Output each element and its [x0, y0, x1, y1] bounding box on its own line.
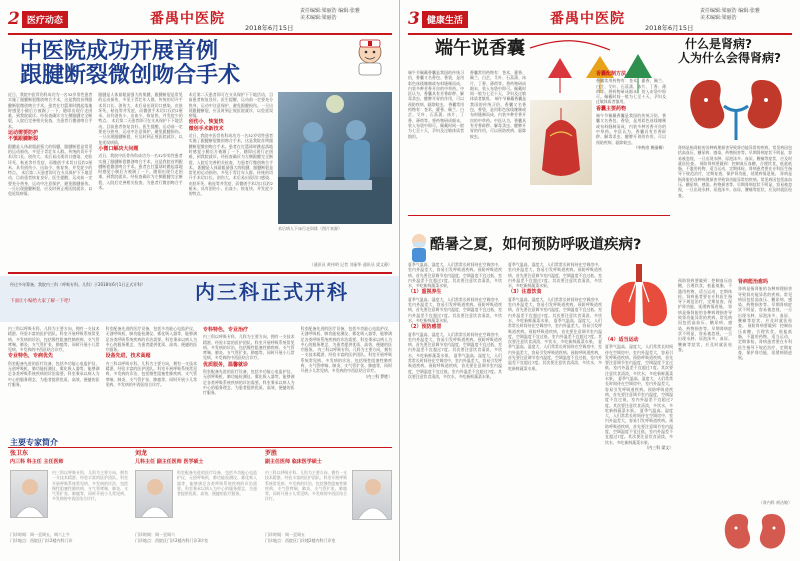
section-tag [8, 10, 68, 28]
sachet-paragraph: 香囊常用药物有：苍术、藿香、佩兰、白芷、艾叶、石菖蒲、冰片、丁香、薄荷等。将药物研成细末，装入布袋中即可。佩戴时间一般为七至十天，孕妇及过敏体质者慎用。 [408, 101, 464, 139]
editor-info: 责任编辑:梁丽浩 编辑:张雅 美术编辑:梁丽浩 [700, 8, 760, 21]
resp-paragraph: 夏季气温高、湿度大，人们常常长时间待在空调房中，室内外温差大，容易引发呼吸道疾病。预防呼吸道疾病，首先要注意调节室内温度，空调温度不宜过低，室内外温差不宜超过7度。其次要注意饮食清淡，多饮水，多吃新鲜蔬菜水果。 [605, 344, 673, 382]
expert-1-title: 内三科 科主任 主任医师 [10, 459, 64, 465]
resp-headline: 酷暑之夏，如何预防呼吸道疾病? [430, 237, 642, 253]
subhead-sports: 运动需要防护 [8, 130, 39, 137]
dept-col-3 [203, 326, 295, 436]
resp-columns-right [605, 336, 673, 552]
dept-col-2 [106, 326, 198, 436]
kidney-cartoon-icon [720, 508, 790, 556]
expert-3-name: 罗胜 [265, 450, 278, 457]
band-intro: 经过多年筹备，我院内三科（呼吸专科、儿科）于2018年6月1日正式开科! [10, 282, 143, 287]
sachet-credit: （中药房 黄丽梅） [633, 144, 666, 150]
kidney-col-top [678, 145, 792, 275]
expert-2-name: 刘龙 [135, 450, 148, 457]
section-name: 健康生活 [422, 11, 468, 28]
page-3 [400, 0, 800, 561]
section-divider [8, 272, 392, 274]
expert-1-bio: 内三科以呼吸专科、儿科为主要方向，拥有一支技术精湛、经验丰富的医护团队。科室开展呼吸系统常见病、多发病的诊治，包括慢性阻塞性肺疾病、支气管哮喘、肺炎、支气管扩张、肺癌等，同时开展小儿常见病、多发病的中西医结合诊疗。 [52, 470, 128, 502]
dept-col-1 [8, 326, 100, 436]
header-rule [408, 33, 792, 35]
article-col-1 [8, 92, 92, 262]
kidney-col-2 [738, 278, 792, 498]
child-with-mask-icon [408, 232, 430, 262]
department-columns [8, 326, 392, 436]
subhead-rupture: 不慎跟腱断裂 [8, 136, 39, 143]
resp-divider [408, 215, 670, 216]
kidney-paragraph: 肾病是指肾脏的各种病理损害导致肾功能异常的疾病。常见病因包括高血压、糖尿病、感染、药物损害等。早期肾病症状不明显，容易被忽视，一旦出现水肿、尿泡沫多、血尿、腰痛等症状，应及时就医检查。 [738, 286, 792, 329]
article-paragraph: 术后第二天患者即可在支具保护下下地活动，目前患者恢复良好。医生提醒，运动前一定要充分热身，运动中注意保护，避免跟腱损伤。一旦出现跟腱断裂，应及时到正规医院就诊，以免延误病情。 [188, 92, 273, 119]
subhead-small-incision: 小微口解决大问题 [98, 145, 139, 152]
expert-1-clinic-time: 门诊时间：周一至周五，周六上午 [10, 532, 70, 537]
header-rule [8, 33, 392, 35]
sachet-columns-left [408, 70, 526, 210]
doctor-portrait-icon [11, 471, 48, 518]
section-number: 3 [408, 9, 420, 29]
section-number: 2 [8, 9, 20, 29]
dept-author: （内三科 罗胜） [363, 373, 392, 379]
subhead-sachet-herbs: 香囊主要药物 [596, 105, 627, 112]
subhead-resp-1: （1）重视养生 [408, 289, 442, 296]
kidney-columns-top [678, 145, 792, 275]
section-name: 医疗动态 [22, 11, 68, 28]
expert-2-title: 儿科主任 副主任医师 医学硕士 [135, 459, 204, 465]
sachet-pouch-icon [530, 100, 592, 185]
article-credit: （通讯员 黄伟明 记者 刘丽华 通讯员 梁文静） [309, 262, 392, 267]
article-col-3 [189, 92, 273, 262]
article-columns [8, 92, 273, 262]
resp-paragraph: 夏季气温高、湿度大，人们常常长时间待在空调房中，室内外温差大，容易引发呼吸道疾病。预防呼吸道疾病，首先要注意调节室内温度，空调温度不宜过低，室内外温差不宜超过7度。其次要注意饮食清淡，多饮水，多吃新鲜蔬菜水果。 [508, 296, 602, 323]
sachet-paragraph: 香囊常用药物有：苍术、藿香、佩兰、白芷、艾叶、石菖蒲、冰片、丁香、薄荷等。将药物研成细末，装入布袋中即可。佩戴时间一般为七至十天，孕妇及过敏体质者慎用。 [470, 70, 526, 102]
dept-paragraph: 内三科以呼吸专科、儿科为主要方向，拥有一支技术精湛、经验丰富的医护团队。科室开展呼吸系统常见病、多发病的诊治，包括慢性阻塞性肺疾病、支气管哮喘、肺炎、支气管扩张、肺癌等，同时开展小儿常见病、多发病的中西医结合诊疗。 [203, 334, 295, 361]
surgery-photo [278, 92, 392, 224]
article-paragraph: 术后第二天患者即可在支具保护下下地活动，目前患者恢复良好。医生提醒，运动前一定要充分热身，运动中注意保护，避免跟腱损伤。一旦出现跟腱断裂，应及时到正规医院就诊，以免延误病情。 [8, 170, 93, 197]
kidney-credit: （肾内科 黄洁敏） [758, 500, 792, 505]
resp-paragraph: 夏季气温高、湿度大，人们常常长时间待在空调房中，室内外温差大，容易引发呼吸道疾病。预防呼吸道疾病，首先要注意调节室内温度，空调温度不宜过低，室内外温差不宜超过7度。其次要注意饮食清淡，多饮水，多吃新鲜蔬菜水果。 [508, 262, 602, 289]
kidney-illustration-icon [680, 72, 792, 142]
resp-columns [408, 262, 602, 552]
experts-title: 主要专家简介 [10, 438, 58, 447]
band-sub: 下面让小编给大家了解一下吧! [10, 299, 71, 304]
resp-paragraph: 夏季气温高、湿度大，人们常常长时间待在空调房中，室内外温差大，容易引发呼吸道疾病。预防呼吸道疾病，首先要注意调节室内温度，空调温度不宜过低，室内外温差不宜超过7度。其次要注意饮食清淡，多饮水，多吃新鲜蔬菜水果。 [408, 262, 502, 289]
dept-paragraph: 科室配备先进的医疗设备，包括多功能心电监护仪、无创呼吸机、肺功能检测仪、雾化吸入器等，能够满足各类呼吸系统疾病的诊治需要。科室秉承以病人为中心的服务理念，为患者提供优质、高效、便捷的医疗服务。 [300, 326, 392, 353]
expert-1-photo [10, 470, 48, 518]
resp-paragraph: 夏季气温高、湿度大，人们常常长时间待在空调房中，室内外温差大，容易引发呼吸道疾病。预防呼吸道疾病，首先要注意调节室内温度，空调温度不宜过低，室内外温差不宜超过7度。其次要注意饮食清淡，多饮水，多吃新鲜蔬菜水果。 [408, 352, 502, 379]
headline-line-1: 中医院成功开展首例 [20, 39, 219, 64]
article-paragraph: 跟腱是人体最粗最强大的肌腱，跟腱断裂是常见的运动损伤，多见于青壮年人群。传统的切开手术切口长、创伤大、术后易出现切口感染、皮肤坏死、粘连等并发症，而微创手术切口仅约2厘米，具有创伤小、出血少、恢复快、并发症少的特点。 [8, 143, 93, 176]
resp-paragraph: 夏季气温高、湿度大，人们常常长时间待在空调房中，室内外温差大，容易引发呼吸道疾病。预防呼吸道疾病，首先要注意调节室内温度，空调温度不宜过低，室内外温差不宜超过7度。其次要注意饮食清淡，多饮水，多吃新鲜蔬菜水果。 [605, 407, 673, 445]
expert-3-title: 副主任医师 临床医学硕士 [265, 459, 322, 465]
subhead-sachet-recipe: 香囊配制方法 [596, 71, 627, 77]
section-tag [408, 10, 468, 28]
sachet-paragraph: 端午节佩戴香囊是我国的传统习俗，香囊又名香包、香袋，是用彩色丝线缠制或布料缝制而成，内装多种芳香开窍的中草药。中医认为，香囊具有芳香辟秽、解毒杀虫、醒脾开胃的作用，可以预防疾病、驱除蚊虫。 [408, 70, 464, 107]
page-header [400, 0, 800, 34]
article-paragraph: 术后第二天患者即可在支具保护下下地活动，目前患者恢复良好。医生提醒，运动前一定要充分热身，运动中注意保护，避免跟腱损伤。一旦出现跟腱断裂，应及时到正规医院就诊，以免延误病情。 [98, 118, 183, 145]
subhead-equipment: 设备先进，技术高超 [105, 353, 151, 360]
editor-info: 责任编辑:梁丽浩 编辑:张雅 美术编辑:梁丽浩 [300, 8, 360, 21]
expert-3-photo [352, 470, 392, 520]
experts-divider [8, 447, 392, 448]
resp-paragraph: 夏季气温高、湿度大，人们常常长时间待在空调房中，室内外温差大，容易引发呼吸道疾病。预防呼吸道疾病，首先要注意调节室内温度，空调温度不宜过低，室内外温差不宜超过7度。其次要注意饮食清淡，多饮水，多吃新鲜蔬菜水果。 [605, 376, 673, 413]
subhead-specialty: 专业特色，专病优先 [8, 353, 54, 360]
kidney-paragraph: 肾病是指肾脏的各种病理损害导致肾功能异常的疾病。常见病因包括高血压、糖尿病、感染、药物损害等。早期肾病症状不明显，容易被忽视，一旦出现水肿、尿泡沫多、血尿、腰痛等症状，应及时就医检查。 [678, 304, 732, 352]
subhead-service: 优质服务，温馨就诊 [203, 361, 249, 368]
dept-col-4 [301, 326, 393, 436]
headline-line-2: 跟腱断裂微创吻合手术 [20, 63, 241, 88]
article-paragraph: 近日，我院中医骨伤科成功为一名32岁男性患者实施了跟腱断裂微创吻合手术，这是我院首例跟腱断裂微创吻合手术。患者在打篮球时跳起落地时感觉小腿后方被踢了一下，随即出现行走困难，到我院就诊。经检查确诊为左侧跟腱完全断裂，入院后完善相关检查，为患者行微创吻合手术。 [8, 92, 93, 129]
subhead-recovery: 创伤小，恢复快 [188, 119, 224, 126]
sachet-col-2 [470, 70, 526, 210]
expert-1-name: 张卫东 [10, 450, 29, 457]
subhead-kidney: 肾病能治愈吗 [738, 279, 769, 285]
resp-paragraph: 夏季气温高、湿度大，人们常常长时间待在空调房中，室内外温差大，容易引发呼吸道疾病。预防呼吸道疾病，首先要注意调节室内温度，空调温度不宜过低，室内外温差不宜超过7度。其次要注意饮食清淡，多饮水，多吃新鲜蔬菜水果。 [508, 317, 602, 345]
expert-3-clinic-time: 门诊时间：周一至周五 [265, 532, 305, 537]
lungs-illustration-icon [605, 262, 673, 334]
expert-3-bio: 内三科以呼吸专科、儿科为主要方向，拥有一支技术精湛、经验丰富的医护团队。科室开展呼吸系统常见病、多发病的诊治，包括慢性阻塞性肺疾病、支气管哮喘、肺炎、支气管扩张、肺癌等，同时开展小儿常见病、多发病的中西医结合诊疗。 [265, 470, 347, 502]
resp-credit: （内三科 梁文） [644, 444, 673, 450]
subhead-treatment: 专科特色，专业治疗 [203, 327, 249, 333]
sachet-columns-mid [596, 70, 666, 210]
hospital-name: 番禺中医院 [150, 11, 225, 27]
subhead-new-tech: 微创手术新技术 [188, 125, 224, 132]
issue-date: 2018年6月15日 [645, 24, 694, 32]
surgery-scene-icon [278, 92, 392, 224]
doctor-portrait-icon [136, 471, 173, 518]
kidney-columns-bottom [678, 278, 792, 498]
expert-2-clinic-place: 门诊地点：西院区门诊2楼内科门诊3诊室 [135, 538, 209, 543]
resp-col-1 [408, 262, 502, 552]
issue-date: 2018年6月15日 [245, 24, 294, 32]
kidney-question-1: 什么是肾病? [685, 37, 752, 51]
sachet-col-1 [408, 70, 464, 210]
article-paragraph: 跟腱是人体最粗最强大的肌腱，跟腱断裂是常见的运动损伤，多见于青壮年人群。传统的切开手术切口长、创伤大、术后易出现切口感染、皮肤坏死、粘连等并发症，而微创手术切口仅约2厘米，具有创伤小、出血少、恢复快、并发症少的特点。 [98, 92, 183, 124]
resp-col-2 [508, 262, 602, 552]
expert-2-bio: 科室配备先进的医疗设备，包括多功能心电监护仪、无创呼吸机、肺功能检测仪、雾化吸入器等，能够满足各类呼吸系统疾病的诊治需要。科室秉承以病人为中心的服务理念，为患者提供优质、高效、便捷的医疗服务。 [177, 470, 257, 497]
sachet-paragraph: 端午节佩戴香囊是我国的传统习俗，香囊又名香包、香袋，是用彩色丝线缠制或布料缝制而成，内装多种芳香开窍的中草药。中医认为，香囊具有芳香辟秽、解毒杀虫、醒脾开胃的作用，可以预防疾病、驱除蚊虫。 [470, 96, 526, 139]
kidney-paragraph: 肾病是指肾脏的各种病理损害导致肾功能异常的疾病。常见病因包括高血压、糖尿病、感染、药物损害等。早期肾病症状不明显，容易被忽视，一旦出现水肿、尿泡沫多、血尿、腰痛等症状，应及时就医检查。 [678, 145, 792, 166]
subhead-resp-2: （2）预防感冒 [408, 324, 442, 331]
page-header [0, 0, 400, 34]
dept-paragraph: 内三科以呼吸专科、儿科为主要方向，拥有一支技术精湛、经验丰富的医护团队。科室开展呼吸系统常见病、多发病的诊治，包括慢性阻塞性肺疾病、支气管哮喘、肺炎、支气管扩张、肺癌等，同时开展小儿常见病、多发病的中西医结合诊疗。 [105, 360, 197, 387]
article-col-2 [98, 92, 182, 262]
resp-paragraph: 夏季气温高、湿度大，人们常常长时间待在空调房中，室内外温差大，容易引发呼吸道疾病。预防呼吸道疾病，首先要注意调节室内温度，空调温度不宜过低，室内外温差不宜超过7度。其次要注意饮食清淡，多饮水，多吃新鲜蔬菜水果。 [408, 296, 502, 323]
resp-paragraph: 夏季气温高、湿度大，人们常常长时间待在空调房中，室内外温差大，容易引发呼吸道疾病。预防呼吸道疾病，首先要注意调节室内温度，空调温度不宜过低，室内外温差不宜超过7度。其次要注意饮食清淡，多饮水，多吃新鲜蔬菜水果。 [408, 331, 502, 358]
expert-2-clinic-time: 门诊时间：周一至周六 [135, 532, 175, 537]
kidney-paragraph: 肾病是指肾脏的各种病理损害导致肾功能异常的疾病。常见病因包括高血压、糖尿病、感染、药物损害等。早期肾病症状不明显，容易被忽视，一旦出现水肿、尿泡沫多、血尿、腰痛等症状，应及时就医检查。 [678, 171, 792, 198]
kidney-paragraph: 预防肾病要做到：控制血压血糖，合理饮食，低盐低脂，不滥用药物，适当运动，定期体检。肾病患者要在专科医生指导下规范治疗，定期复查，保护肾功能，延缓病情进展。 [678, 160, 792, 177]
dept-paragraph: 科室配备先进的医疗设备，包括多功能心电监护仪、无创呼吸机、肺功能检测仪、雾化吸入器等，能够满足各类呼吸系统疾病的诊治需要。科室秉承以病人为中心的服务理念，为患者提供优质、高效、便捷的医疗服务。 [8, 360, 100, 387]
subhead-resp-4: （4）适当运动 [605, 337, 639, 343]
resp-col-3 [605, 336, 673, 552]
kidney-paragraph: 预防肾病要做到：控制血压血糖，合理饮食，低盐低脂，不滥用药物，适当运动，定期体检。肾病患者要在专科医生指导下规范治疗，定期复查，保护肾功能，延缓病情进展。 [738, 323, 792, 361]
sachet-photo [530, 100, 592, 185]
article-paragraph: 近日，我院中医骨伤科成功为一名32岁男性患者实施了跟腱断裂微创吻合手术，这是我院首例跟腱断裂微创吻合手术。患者在打篮球时跳起落地时感觉小腿后方被踢了一下，随即出现行走困难，到我院就诊。经检查确诊为左侧跟腱完全断裂，入院后完善相关检查，为患者行微创吻合手术。 [188, 133, 273, 170]
dept-paragraph: 科室配备先进的医疗设备，包括多功能心电监护仪、无创呼吸机、肺功能检测仪、雾化吸入器等，能够满足各类呼吸系统疾病的诊治需要。科室秉承以病人为中心的服务理念，为患者提供优质、高效、便捷的医疗服务。 [203, 369, 295, 396]
resp-paragraph: 夏季气温高、湿度大，人们常常长时间待在空调房中，室内外温差大，容易引发呼吸道疾病。预防呼吸道疾病，首先要注意调节室内温度，空调温度不宜过低，室内外温差不宜超过7度。其次要注意饮食清淡，多饮水，多吃新鲜蔬菜水果。 [508, 339, 602, 371]
expert-1-clinic-place: 门诊地点：西院区门诊2楼内科门诊 [10, 538, 73, 543]
dept-paragraph: 内三科以呼吸专科、儿科为主要方向，拥有一支技术精湛、经验丰富的医护团队。科室开展呼吸系统常见病、多发病的诊治，包括慢性阻塞性肺疾病、支气管哮喘、肺炎、支气管扩张、肺癌等，同时开展小儿常见病、多发病的中西医结合诊疗。 [8, 326, 100, 353]
band-title: 内三科正式开科 [195, 280, 349, 304]
expert-3-clinic-place: 门诊地点：西院区门诊楼2楼内科门诊室 [265, 538, 336, 543]
dept-paragraph: 科室配备先进的医疗设备，包括多功能心电监护仪、无创呼吸机、肺功能检测仪、雾化吸入器等，能够满足各类呼吸系统疾病的诊治需要。科室秉承以病人为中心的服务理念，为患者提供优质、高效、便捷的医疗服务。 [105, 326, 197, 353]
article-paragraph: 跟腱是人体最粗最强大的肌腱，跟腱断裂是常见的运动损伤，多见于青壮年人群。传统的切开手术切口长、创伤大、术后易出现切口感染、皮肤坏死、粘连等并发症，而微创手术切口仅约2厘米，具有创伤小、出血少、恢复快、并发症少的特点。 [188, 164, 273, 197]
hospital-name: 番禺中医院 [550, 11, 625, 27]
expert-2-photo [135, 470, 173, 518]
kidney-paragraph: 预防肾病要做到：控制血压血糖，合理饮食，低盐低脂，不滥用药物，适当运动，定期体检。肾病患者要在专科医生指导下规范治疗，定期复查，保护肾功能，延缓病情进展。 [678, 278, 732, 310]
photo-caption: 术后病人下床行走训练（图片来源） [278, 226, 342, 231]
kidney-col-1 [678, 278, 732, 498]
sachet-col-3 [596, 70, 666, 210]
doctor-cartoon-icon [350, 36, 390, 76]
sachet-paragraph: 香囊常用药物有：苍术、藿香、佩兰、白芷、艾叶、石菖蒲、冰片、丁香、薄荷等。将药物研成细末，装入布袋中即可。佩戴时间一般为七至十天，孕妇及过敏体质者慎用。 [596, 78, 666, 105]
sachet-paragraph: 端午节佩戴香囊是我国的传统习俗，香囊又名香包、香袋，是用彩色丝线缠制或布料缝制而成，内装多种芳香开窍的中草药。中医认为，香囊具有芳香辟秽、解毒杀虫、醒脾开胃的作用，可以预防疾病、驱除蚊虫。 [596, 113, 666, 145]
sachet-headline: 端午说香囊 [435, 38, 525, 59]
subhead-resp-3: （3）注意饮食 [508, 289, 542, 296]
article-paragraph: 近日，我院中医骨伤科成功为一名32岁男性患者实施了跟腱断裂微创吻合手术，这是我院首例跟腱断裂微创吻合手术。患者在打篮球时跳起落地时感觉小腿后方被踢了一下，随即出现行走困难，到我院就诊。经检查确诊为左侧跟腱完全断裂，入院后完善相关检查，为患者行微创吻合手术。 [98, 153, 183, 191]
dept-paragraph: 内三科以呼吸专科、儿科为主要方向，拥有一支技术精湛、经验丰富的医护团队。科室开展呼吸系统常见病、多发病的诊治，包括慢性阻塞性肺疾病、支气管哮喘、肺炎、支气管扩张、肺癌等，同时开展小儿常见病、多发病的中西医结合诊疗。 [300, 347, 392, 374]
doctor-portrait-icon [353, 471, 392, 520]
kidney-question-2: 人为什么会得肾病? [678, 51, 781, 65]
